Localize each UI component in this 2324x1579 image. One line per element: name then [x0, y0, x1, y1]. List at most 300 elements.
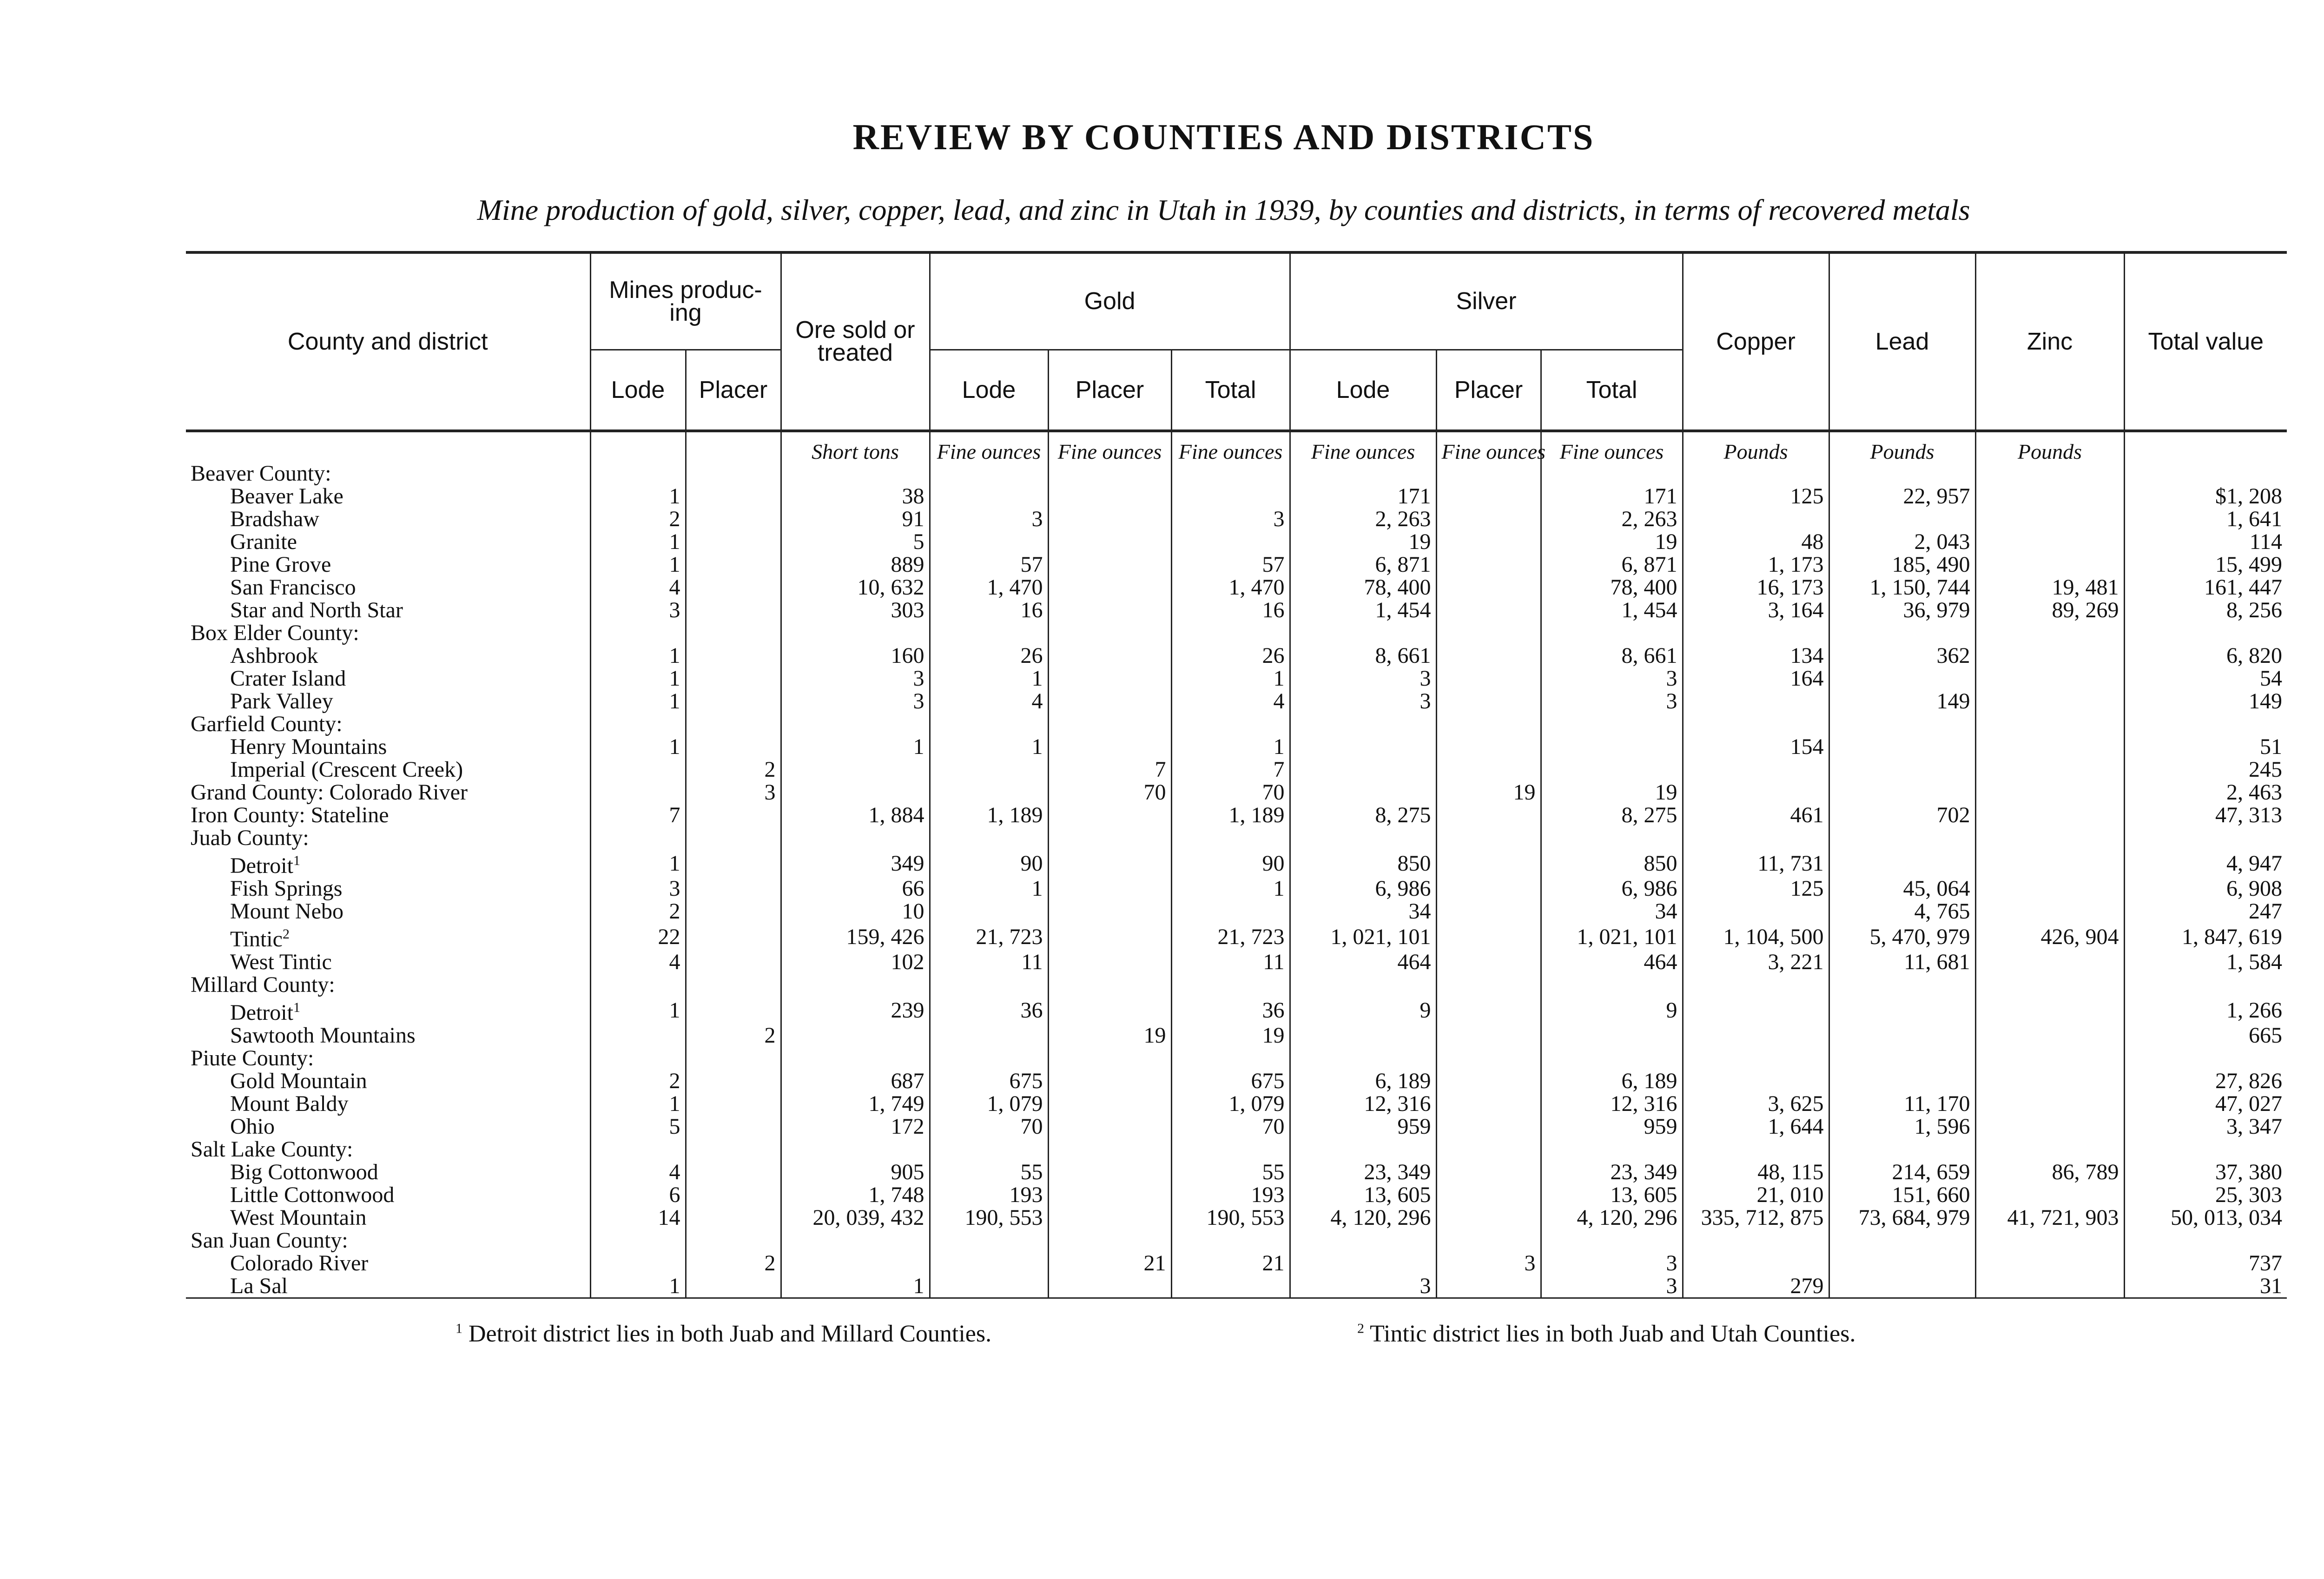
cell-g-lode: 36 — [930, 996, 1048, 1024]
cell-ore: 159, 426 — [781, 923, 930, 951]
cell-lode: 1 — [590, 644, 686, 667]
cell-value: 3, 347 — [2124, 1115, 2287, 1138]
cell-copper: 48 — [1683, 530, 1829, 553]
cell-empty — [1171, 1047, 1290, 1070]
row-label: Detroit — [230, 1000, 293, 1025]
district-name — [186, 1183, 590, 1206]
cell-lead: 4, 765 — [1829, 900, 1975, 923]
cell-g-lode: 55 — [930, 1161, 1048, 1183]
row-label: Big Cottonwood — [230, 1160, 378, 1184]
cell-empty — [1683, 1229, 1829, 1252]
cell-g-lode — [930, 1252, 1048, 1275]
cell-s-lode: 23, 349 — [1290, 1161, 1436, 1183]
cell-lode: 1 — [590, 690, 686, 713]
cell-g-total: 19 — [1171, 1024, 1290, 1047]
cell-g-lode — [930, 900, 1048, 923]
cell-ore: 66 — [781, 877, 930, 900]
cell-zinc — [1975, 735, 2124, 758]
cell-value: 1, 584 — [2124, 951, 2287, 973]
table-row — [186, 781, 2287, 804]
unit-zinc: Pounds — [1975, 431, 2124, 462]
cell-empty — [781, 713, 930, 735]
cell-placer — [686, 576, 781, 599]
cell-lode: 4 — [590, 576, 686, 599]
cell-placer — [686, 485, 781, 508]
cell-lead — [1829, 1070, 1975, 1092]
cell-value: 25, 303 — [2124, 1183, 2287, 1206]
cell-g-lode: 1 — [930, 667, 1048, 690]
table-row — [186, 1092, 2287, 1115]
header-gold: Gold — [930, 252, 1290, 350]
cell-ore: 3 — [781, 667, 930, 690]
cell-g-total: 7 — [1171, 758, 1290, 781]
cell-empty — [930, 621, 1048, 644]
table-row — [186, 599, 2287, 621]
county-heading-row — [186, 826, 2287, 849]
cell-empty — [1683, 826, 1829, 849]
cell-s-placer — [1436, 996, 1541, 1024]
cell-s-placer — [1436, 1275, 1541, 1298]
cell-g-placer — [1048, 1206, 1171, 1229]
cell-empty — [1683, 973, 1829, 996]
cell-empty — [1541, 713, 1683, 735]
cell-empty — [1829, 826, 1975, 849]
row-label: Iron County: Stateline — [191, 803, 389, 827]
county-name — [186, 1138, 590, 1161]
cell-s-lode — [1290, 735, 1436, 758]
cell-s-placer — [1436, 1070, 1541, 1092]
cell-g-total: 675 — [1171, 1070, 1290, 1092]
cell-g-placer — [1048, 849, 1171, 877]
row-label: Garfield County: — [191, 712, 343, 736]
header-county-district: County and district — [186, 252, 590, 431]
table-caption: Mine production of gold, silver, copper, lead, and zinc in Utah in 1939, by counties and districts, in terms of recovered metals — [477, 193, 1970, 226]
cell-s-lode: 1, 021, 101 — [1290, 923, 1436, 951]
cell-empty — [781, 1138, 930, 1161]
county-heading-row — [186, 1047, 2287, 1070]
cell-g-placer: 19 — [1048, 1024, 1171, 1047]
cell-empty — [2124, 1138, 2287, 1161]
cell-ore: 1, 748 — [781, 1183, 930, 1206]
cell-empty — [930, 826, 1048, 849]
row-label: Park Valley — [230, 689, 333, 714]
cell-empty — [1829, 973, 1975, 996]
cell-s-total — [1541, 735, 1683, 758]
cell-placer — [686, 996, 781, 1024]
row-label: Little Cottonwood — [230, 1183, 395, 1207]
cell-empty — [1436, 973, 1541, 996]
cell-g-total: 3 — [1171, 508, 1290, 530]
cell-g-placer — [1048, 485, 1171, 508]
cell-ore: 303 — [781, 599, 930, 621]
cell-placer — [686, 1161, 781, 1183]
header-copper: Copper — [1683, 252, 1829, 431]
cell-empty — [1683, 713, 1829, 735]
cell-ore: 102 — [781, 951, 930, 973]
cell-copper — [1683, 1024, 1829, 1047]
cell-placer — [686, 1206, 781, 1229]
cell-ore: 91 — [781, 508, 930, 530]
row-label: Detroit — [230, 853, 293, 878]
cell-value: $1, 208 — [2124, 485, 2287, 508]
cell-empty — [1290, 1229, 1436, 1252]
district-name — [186, 530, 590, 553]
cell-g-total: 4 — [1171, 690, 1290, 713]
cell-empty — [1171, 1229, 1290, 1252]
county-name — [186, 1229, 590, 1252]
cell-placer — [686, 667, 781, 690]
cell-s-total: 6, 986 — [1541, 877, 1683, 900]
header-mines-producing: Mines produc-ing — [590, 252, 781, 350]
cell-value: 37, 380 — [2124, 1161, 2287, 1183]
table-row — [186, 735, 2287, 758]
cell-g-placer — [1048, 996, 1171, 1024]
cell-g-total: 21 — [1171, 1252, 1290, 1275]
cell-lode: 2 — [590, 900, 686, 923]
cell-empty — [1171, 826, 1290, 849]
table-row — [186, 485, 2287, 508]
cell-zinc — [1975, 485, 2124, 508]
county-heading-row — [186, 1138, 2287, 1161]
cell-copper: 154 — [1683, 735, 1829, 758]
cell-empty — [1290, 713, 1436, 735]
table-row — [186, 951, 2287, 973]
table-row — [186, 690, 2287, 713]
cell-empty — [1829, 1047, 1975, 1070]
header-lead: Lead — [1829, 252, 1975, 431]
cell-g-total: 57 — [1171, 553, 1290, 576]
cell-s-placer — [1436, 576, 1541, 599]
cell-empty — [1975, 713, 2124, 735]
cell-g-lode: 1 — [930, 735, 1048, 758]
cell-empty — [686, 1047, 781, 1070]
district-name — [186, 996, 590, 1024]
cell-empty — [1975, 1229, 2124, 1252]
unit-copper: Pounds — [1683, 431, 1829, 462]
footnote-ref: 1 — [293, 853, 300, 868]
cell-g-placer: 70 — [1048, 781, 1171, 804]
cell-copper: 279 — [1683, 1275, 1829, 1298]
cell-placer — [686, 1275, 781, 1298]
cell-s-lode: 8, 275 — [1290, 804, 1436, 826]
district-name — [186, 1275, 590, 1298]
cell-s-placer: 3 — [1436, 1252, 1541, 1275]
cell-g-lode: 1 — [930, 877, 1048, 900]
cell-empty — [2124, 462, 2287, 485]
cell-ore: 687 — [781, 1070, 930, 1092]
cell-lode — [590, 1024, 686, 1047]
row-label: Ohio — [230, 1114, 275, 1139]
cell-placer — [686, 877, 781, 900]
cell-placer — [686, 508, 781, 530]
cell-s-total: 1, 454 — [1541, 599, 1683, 621]
cell-empty — [1048, 826, 1171, 849]
cell-lode: 22 — [590, 923, 686, 951]
cell-s-total: 8, 661 — [1541, 644, 1683, 667]
district-name — [186, 1070, 590, 1092]
cell-s-lode: 2, 263 — [1290, 508, 1436, 530]
cell-s-total: 19 — [1541, 530, 1683, 553]
cell-empty — [590, 713, 686, 735]
county-name — [186, 1047, 590, 1070]
footnote-2-text: Tintic district lies in both Juab and Utah Counties. — [1370, 1321, 1856, 1347]
district-name — [186, 599, 590, 621]
cell-s-total — [1541, 1024, 1683, 1047]
cell-g-placer: 7 — [1048, 758, 1171, 781]
cell-empty — [781, 826, 930, 849]
cell-empty — [930, 1138, 1048, 1161]
cell-value: 50, 013, 034 — [2124, 1206, 2287, 1229]
district-name — [186, 1252, 590, 1275]
cell-g-total: 70 — [1171, 781, 1290, 804]
cell-value: 6, 908 — [2124, 877, 2287, 900]
cell-g-total: 193 — [1171, 1183, 1290, 1206]
table-row — [186, 1206, 2287, 1229]
cell-g-lode — [930, 781, 1048, 804]
cell-empty — [1048, 713, 1171, 735]
cell-copper: 3, 221 — [1683, 951, 1829, 973]
cell-copper: 1, 104, 500 — [1683, 923, 1829, 951]
cell-s-placer — [1436, 758, 1541, 781]
table-row — [186, 1161, 2287, 1183]
cell-s-lode: 13, 605 — [1290, 1183, 1436, 1206]
cell-empty — [1436, 713, 1541, 735]
cell-placer — [686, 923, 781, 951]
cell-empty — [1171, 1138, 1290, 1161]
cell-g-lode: 90 — [930, 849, 1048, 877]
cell-lead — [1829, 1275, 1975, 1298]
cell-value: 4, 947 — [2124, 849, 2287, 877]
cell-copper: 48, 115 — [1683, 1161, 1829, 1183]
cell-s-lode — [1290, 781, 1436, 804]
cell-s-lode: 3 — [1290, 667, 1436, 690]
county-heading-row — [186, 713, 2287, 735]
cell-empty — [2124, 621, 2287, 644]
cell-empty — [781, 1229, 930, 1252]
cell-copper: 3, 625 — [1683, 1092, 1829, 1115]
cell-zinc — [1975, 508, 2124, 530]
cell-empty — [686, 621, 781, 644]
cell-ore: 349 — [781, 849, 930, 877]
cell-s-placer — [1436, 923, 1541, 951]
district-name — [186, 900, 590, 923]
cell-empty — [1975, 1047, 2124, 1070]
cell-lead — [1829, 781, 1975, 804]
cell-empty — [1436, 1138, 1541, 1161]
cell-empty — [1975, 462, 2124, 485]
cell-s-placer: 19 — [1436, 781, 1541, 804]
cell-ore: 3 — [781, 690, 930, 713]
row-label: Imperial (Crescent Creek) — [230, 757, 463, 782]
cell-value: 1, 266 — [2124, 996, 2287, 1024]
cell-placer — [686, 804, 781, 826]
cell-s-lode: 959 — [1290, 1115, 1436, 1138]
cell-lead — [1829, 1024, 1975, 1047]
row-label: Salt Lake County: — [191, 1137, 353, 1162]
cell-s-placer — [1436, 530, 1541, 553]
cell-copper — [1683, 758, 1829, 781]
header-total-value: Total value — [2124, 252, 2287, 431]
cell-s-lode: 12, 316 — [1290, 1092, 1436, 1115]
cell-lode: 1 — [590, 849, 686, 877]
cell-g-lode: 11 — [930, 951, 1048, 973]
cell-g-total: 1 — [1171, 735, 1290, 758]
cell-placer — [686, 1115, 781, 1138]
district-name — [186, 690, 590, 713]
cell-lead: 214, 659 — [1829, 1161, 1975, 1183]
cell-s-total: 9 — [1541, 996, 1683, 1024]
row-label: West Tintic — [230, 950, 332, 974]
cell-lode: 7 — [590, 804, 686, 826]
cell-zinc — [1975, 804, 2124, 826]
cell-s-total: 171 — [1541, 485, 1683, 508]
header-gold-placer: Placer — [1048, 350, 1171, 431]
cell-s-lode: 850 — [1290, 849, 1436, 877]
cell-zinc: 89, 269 — [1975, 599, 2124, 621]
unit-silver-placer: Fine ounces — [1436, 431, 1541, 462]
cell-s-placer — [1436, 804, 1541, 826]
county-name — [186, 462, 590, 485]
cell-empty — [1171, 973, 1290, 996]
cell-s-total: 23, 349 — [1541, 1161, 1683, 1183]
cell-zinc — [1975, 1252, 2124, 1275]
cell-g-total: 16 — [1171, 599, 1290, 621]
cell-ore — [781, 1024, 930, 1047]
cell-s-total: 4, 120, 296 — [1541, 1206, 1683, 1229]
cell-s-lode: 34 — [1290, 900, 1436, 923]
cell-s-placer — [1436, 1092, 1541, 1115]
cell-s-placer — [1436, 951, 1541, 973]
cell-g-lode: 675 — [930, 1070, 1048, 1092]
cell-lead: 149 — [1829, 690, 1975, 713]
cell-value: 54 — [2124, 667, 2287, 690]
cell-g-total: 11 — [1171, 951, 1290, 973]
cell-s-placer — [1436, 553, 1541, 576]
cell-copper — [1683, 1252, 1829, 1275]
cell-empty — [930, 1047, 1048, 1070]
district-name — [186, 849, 590, 877]
cell-value: 737 — [2124, 1252, 2287, 1275]
cell-lead — [1829, 996, 1975, 1024]
cell-empty — [1541, 1229, 1683, 1252]
cell-empty — [1829, 621, 1975, 644]
cell-empty — [1048, 1047, 1171, 1070]
cell-g-total — [1171, 530, 1290, 553]
cell-empty — [1048, 462, 1171, 485]
district-name — [186, 508, 590, 530]
cell-empty — [590, 1138, 686, 1161]
cell-lode — [590, 1252, 686, 1275]
cell-ore: 1, 884 — [781, 804, 930, 826]
cell-g-lode: 26 — [930, 644, 1048, 667]
cell-lode — [590, 758, 686, 781]
table-row — [186, 996, 2287, 1024]
cell-placer: 2 — [686, 1252, 781, 1275]
row-label: Gold Mountain — [230, 1069, 367, 1093]
cell-empty — [1683, 1138, 1829, 1161]
row-label: Fish Springs — [230, 876, 343, 901]
cell-s-total: 959 — [1541, 1115, 1683, 1138]
cell-zinc — [1975, 996, 2124, 1024]
cell-empty — [1171, 621, 1290, 644]
cell-copper — [1683, 1070, 1829, 1092]
cell-lode: 2 — [590, 1070, 686, 1092]
row-label: San Francisco — [230, 575, 356, 600]
row-label: Sawtooth Mountains — [230, 1023, 416, 1048]
cell-g-total: 1 — [1171, 877, 1290, 900]
table-row — [186, 1275, 2287, 1298]
cell-lode: 1 — [590, 667, 686, 690]
cell-g-placer — [1048, 690, 1171, 713]
cell-empty — [2124, 1047, 2287, 1070]
cell-empty — [1171, 713, 1290, 735]
cell-lead: 151, 660 — [1829, 1183, 1975, 1206]
cell-copper — [1683, 900, 1829, 923]
cell-g-placer — [1048, 599, 1171, 621]
table-row — [186, 508, 2287, 530]
footnote-2 — [1357, 1320, 1855, 1348]
cell-lead: 73, 684, 979 — [1829, 1206, 1975, 1229]
cell-zinc — [1975, 758, 2124, 781]
cell-empty — [590, 973, 686, 996]
cell-lead: 2, 043 — [1829, 530, 1975, 553]
cell-lode: 1 — [590, 485, 686, 508]
table-row — [186, 758, 2287, 781]
cell-lead: 185, 490 — [1829, 553, 1975, 576]
cell-placer — [686, 690, 781, 713]
cell-s-placer — [1436, 644, 1541, 667]
table-row — [186, 644, 2287, 667]
cell-g-lode: 1, 079 — [930, 1092, 1048, 1115]
cell-ore: 1 — [781, 735, 930, 758]
district-name — [186, 758, 590, 781]
cell-placer — [686, 849, 781, 877]
cell-s-placer — [1436, 735, 1541, 758]
cell-g-placer — [1048, 508, 1171, 530]
cell-g-placer — [1048, 1161, 1171, 1183]
cell-empty — [930, 973, 1048, 996]
cell-s-total: 1, 021, 101 — [1541, 923, 1683, 951]
cell-lead — [1829, 508, 1975, 530]
cell-value: 665 — [2124, 1024, 2287, 1047]
cell-s-total — [1541, 758, 1683, 781]
cell-placer: 3 — [686, 781, 781, 804]
row-label: Colorado River — [230, 1251, 369, 1275]
district-name — [186, 667, 590, 690]
cell-s-lode: 19 — [1290, 530, 1436, 553]
cell-ore: 160 — [781, 644, 930, 667]
cell-lead: 22, 957 — [1829, 485, 1975, 508]
header-gold-total: Total — [1171, 350, 1290, 431]
cell-lode: 1 — [590, 553, 686, 576]
district-name — [186, 951, 590, 973]
cell-zinc — [1975, 553, 2124, 576]
cell-empty — [1975, 621, 2124, 644]
cell-empty — [2124, 713, 2287, 735]
cell-value: 149 — [2124, 690, 2287, 713]
cell-g-total: 1 — [1171, 667, 1290, 690]
header-silver-placer: Placer — [1436, 350, 1541, 431]
cell-s-total: 3 — [1541, 1252, 1683, 1275]
district-name — [186, 1206, 590, 1229]
cell-g-total: 1, 470 — [1171, 576, 1290, 599]
cell-g-lode: 57 — [930, 553, 1048, 576]
cell-copper: 164 — [1683, 667, 1829, 690]
table-row — [186, 804, 2287, 826]
unit-silver-lode: Fine ounces — [1290, 431, 1436, 462]
row-label: Juab County: — [191, 826, 309, 850]
cell-g-lode: 1, 189 — [930, 804, 1048, 826]
